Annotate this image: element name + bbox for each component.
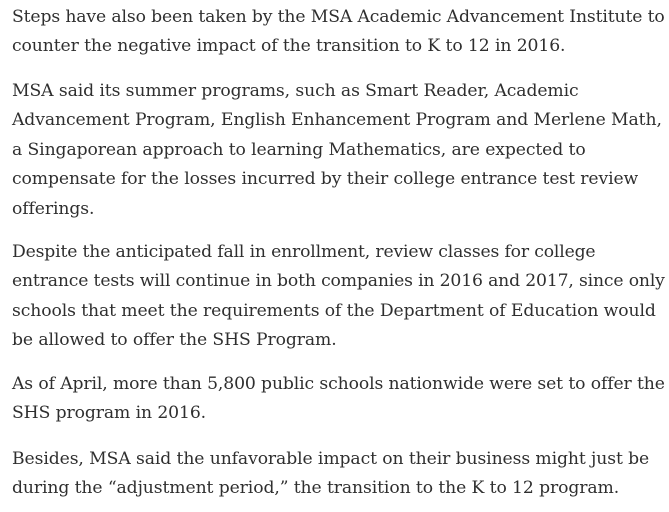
text-line: schools that meet the requirements of the Department of Education would (12, 300, 656, 321)
paragraph-public-schools (12, 370, 665, 429)
text-line: entrance tests will continue in both companies in 2016 and 2017, since only (12, 271, 665, 292)
text-line: Besides, MSA said the unfavorable impact on their business might just be (12, 449, 650, 469)
paragraph-review-classes (12, 238, 665, 356)
text-line: MSA said its summer programs, such as Smart Reader, Academic (12, 81, 579, 101)
paragraph-msa-steps (12, 3, 665, 62)
text-line: be allowed to offer the SHS Program. (12, 330, 337, 351)
paragraph-adjustment-period (12, 445, 649, 504)
text-line: As of April, more than 5,800 public schools nationwide were set to offer the (12, 374, 665, 394)
paragraph-summer-programs (12, 77, 662, 224)
text-line: during the “adjustment period,” the transition to the K to 12 program. (12, 478, 620, 499)
text-line: Despite the anticipated fall in enrollment, review classes for college (12, 242, 596, 262)
text-line: SHS program in 2016. (12, 403, 207, 424)
text-line: Steps have also been taken by the MSA Academic Advancement Institute to (12, 7, 665, 27)
text-line: offerings. (12, 198, 95, 219)
text-line: counter the negative impact of the transition to K to 12 in 2016. (12, 36, 566, 57)
text-line: Advancement Program, English Enhancement Program and Merlene Math, (12, 110, 662, 131)
text-line: compensate for the losses incurred by their college entrance test review (12, 169, 639, 190)
text-line: a Singaporean approach to learning Mathematics, are expected to (12, 139, 586, 160)
